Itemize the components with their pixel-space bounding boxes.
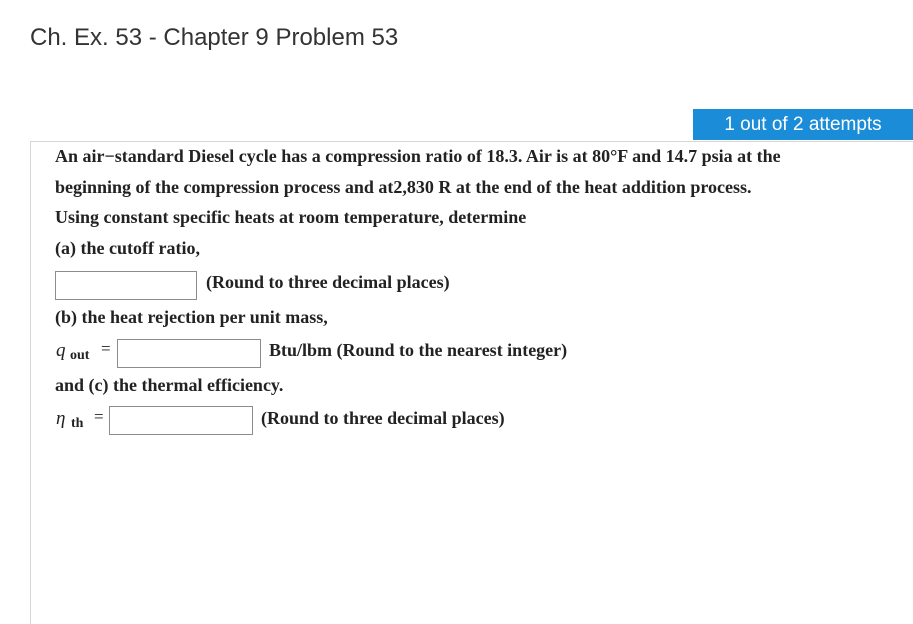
thermal-efficiency-input[interactable] <box>109 406 253 435</box>
part-b-prompt: (b) the heat rejection per unit mass, <box>55 307 328 327</box>
part-a-prompt: (a) the cutoff ratio, <box>55 238 200 258</box>
q-out-subscript: out <box>70 348 90 363</box>
part-c-prompt: and (c) the thermal efficiency. <box>55 375 284 395</box>
problem-text-line-2: beginning of the compression process and at2,830 R at the end of the heat addition process. <box>55 177 752 197</box>
part-c-hint: (Round to three decimal places) <box>261 408 505 428</box>
q-out-symbol: q <box>56 340 66 361</box>
part-b-unit-hint: Btu/lbm (Round to the nearest integer) <box>269 340 568 360</box>
heat-rejection-input[interactable] <box>117 339 261 368</box>
page-title: Ch. Ex. 53 - Chapter 9 Problem 53 <box>30 24 399 51</box>
part-a-hint: (Round to three decimal places) <box>206 272 450 292</box>
problem-text-line-3: Using constant specific heats at room temperature, determine <box>55 207 527 227</box>
eta-th-symbol: η <box>56 408 66 429</box>
cutoff-ratio-input[interactable] <box>55 271 197 300</box>
problem-text-line-1: An air−standard Diesel cycle has a compression ratio of 18.3. Air is at 80°F and 14.7 psia at the <box>55 146 781 166</box>
attempts-badge: 1 out of 2 attempts <box>693 109 913 140</box>
eta-th-subscript: th <box>71 416 84 431</box>
eta-th-equals: = <box>94 407 104 426</box>
q-out-equals: = <box>101 339 111 358</box>
